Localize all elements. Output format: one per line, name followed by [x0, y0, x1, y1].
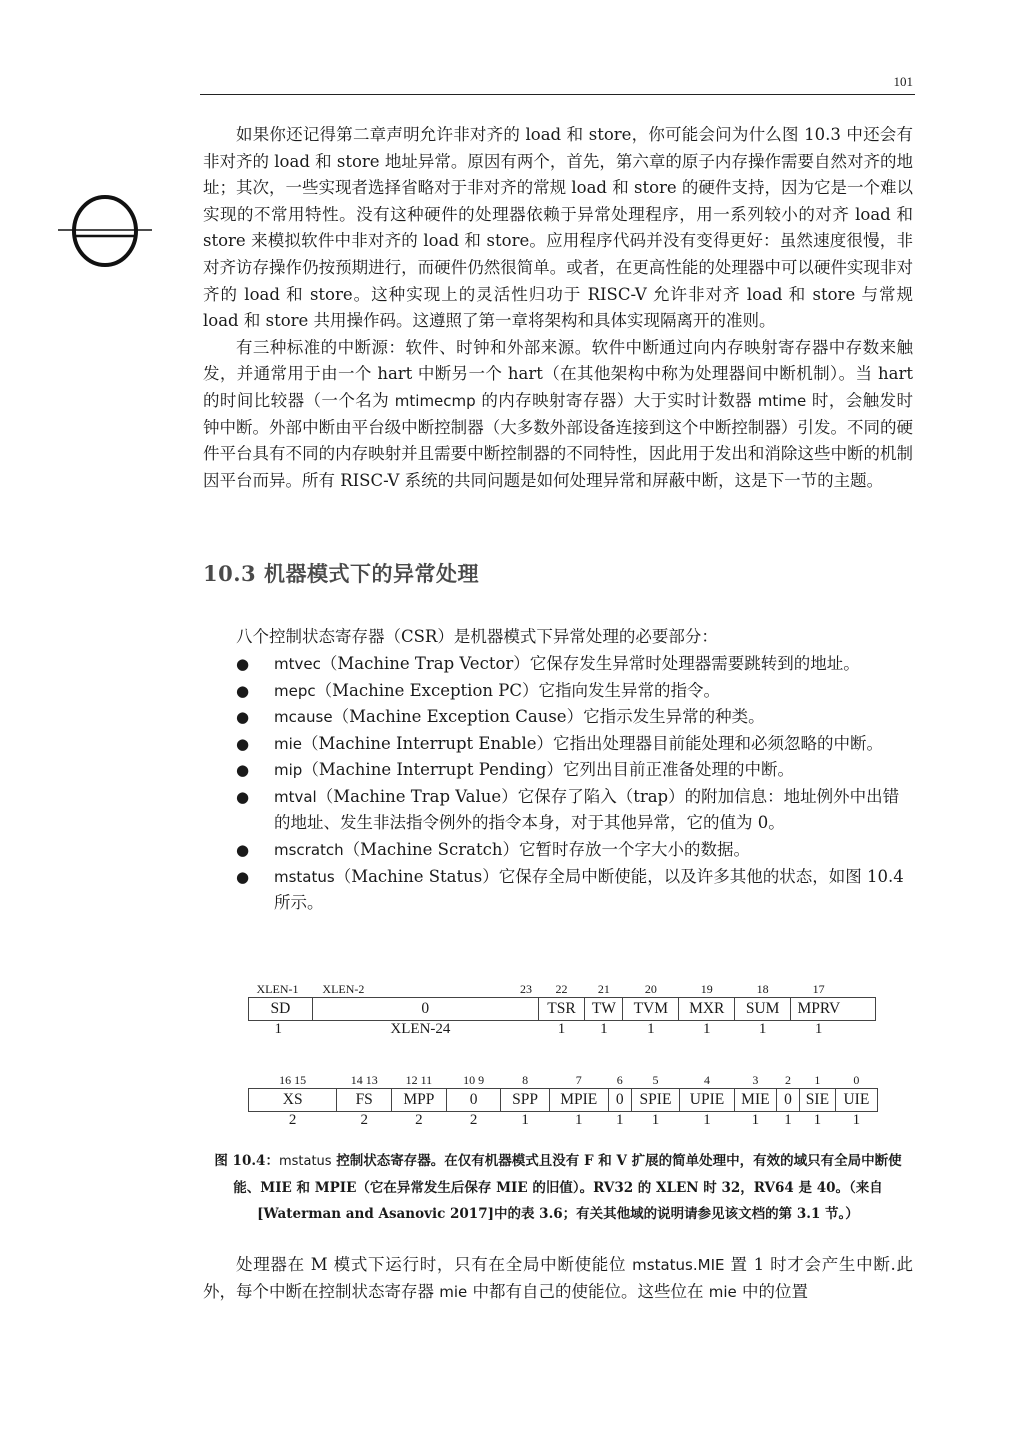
section-heading: 10.3 机器模式下的异常处理	[203, 561, 479, 587]
width-label: 1	[615, 1112, 624, 1128]
field-reserved: 0	[776, 1089, 799, 1112]
field-sum: SUM	[735, 998, 791, 1021]
width-label: 2	[360, 1112, 368, 1128]
width-label: 1	[814, 1021, 823, 1037]
bit-label: 10 9	[463, 1073, 485, 1087]
bit-label: 8	[522, 1073, 529, 1087]
bit-label: 16 15	[279, 1073, 307, 1087]
field-reserved: 0	[446, 1089, 501, 1112]
field-mie: MIE	[734, 1089, 776, 1112]
field-reserved: 0	[312, 998, 538, 1021]
bit-label: 14 13	[350, 1073, 378, 1087]
paragraph-unaligned: 如果你还记得第二章声明允许非对齐的 load 和 store，你可能会问为什么图 10.3 中还会有非对齐的 load 和 store 地址异常。原因有两个，首先，第六章的原子内存操作需要自然对齐的地址；其次，一些实现者选择省略对于非对齐的常规 load 和 store 的硬件支持，因为它是一个难以实现的不常用特性。没有这种硬件的处理器依赖于异常处理程序，用一系列较小的对齐 load 和 store 来模拟软件中非对齐的 load 和 store。应用程序代码并没有变得更好：虽然速度很慢，非对齐访存操作仍按预期进行，而硬件仍然很简单。或者，在更高性能的处理器中可以硬件实现非对齐的 load 和 store。这种实现上的灵活性归功于 RISC-V 允许非对齐 load 和 store 与常规 load 和 store 共用操作码。这遵照了第一章将架构和具体实现隔离开的准则。	[203, 125, 913, 331]
field-reserved: 0	[608, 1089, 631, 1112]
bit-label: 2	[784, 1073, 791, 1087]
width-label: 2	[288, 1112, 297, 1128]
width-label: 1	[600, 1021, 608, 1037]
list-item: ● mscratch（Machine Scratch）它暂时存放一个字大小的数据。	[203, 837, 913, 864]
csr-list	[203, 651, 913, 917]
list-item: ● mtvec（Machine Trap Vector）它保存发生异常时处理器需要跳转到的地址。	[203, 651, 913, 678]
width-label: 2	[415, 1112, 423, 1128]
field-tw: TW	[585, 998, 623, 1021]
width-label: 2	[469, 1112, 478, 1128]
width-label: 1	[521, 1112, 529, 1128]
width-label: 1	[557, 1021, 566, 1037]
width-label: 1	[702, 1021, 711, 1037]
field-spp: SPP	[501, 1089, 549, 1112]
paragraph-interrupt-sources: 有三种标准的中断源：软件、时钟和外部来源。软件中断通过向内存映射寄存器中存数来触发，并通常用于由一个 hart 中断另一个 hart（在其他架构中称为处理器间中断机制）。当 hart 的时间比较器（一个名为 mtimecmp 的内存映射寄存器）大于实时计数器 mtime 时，会触发时钟中断。外部中断由平台级中断控制器（大多数外部设备连接到这个中断控制器）引发。不同的硬件平台具有不同的内存映射并且需要中断控制器的不同特性，因此用于发出和消除这些中断的机制因平台而异。所有 RISC-V 系统的共同问题是如何处理异常和屏蔽中断，这是下一节的主题。	[203, 337, 913, 490]
main-content	[203, 122, 913, 917]
field-tsr: TSR	[538, 998, 585, 1021]
list-item: ● mip（Machine Interrupt Pending）它列出目前正准备处理的中断。	[203, 757, 913, 784]
bit-label: XLEN-2 23	[322, 982, 533, 996]
page-number: 101	[893, 74, 913, 89]
width-label: 1	[784, 1112, 792, 1128]
bit-label: 22	[555, 982, 568, 996]
width-label: 1	[813, 1112, 822, 1128]
mstatus-lower-table	[248, 1068, 878, 1132]
bit-label: XLEN-1	[256, 982, 299, 996]
list-item: ● mie（Machine Interrupt Enable）它指出处理器目前能处理和必须忽略的中断。	[203, 731, 913, 758]
field-fs: FS	[337, 1089, 392, 1112]
header-rule	[200, 94, 915, 95]
field-tvm: TVM	[623, 998, 679, 1021]
list-item: ● mstatus（Machine Status）它保存全局中断使能，以及许多其他的状态，如图 10.4 所示。	[203, 864, 913, 917]
width-label: 1	[751, 1112, 760, 1128]
width-label: 1	[758, 1021, 767, 1037]
width-label: 1	[852, 1112, 861, 1128]
list-item: ● mepc（Machine Exception PC）它指向发生异常的指令。	[203, 678, 913, 705]
field-upie: UPIE	[680, 1089, 735, 1112]
field-mxr: MXR	[679, 998, 735, 1021]
width-label: 1	[274, 1021, 282, 1037]
csr-intro: 八个控制状态寄存器（CSR）是机器模式下异常处理的必要部分：	[236, 627, 718, 647]
bit-label: 3	[752, 1073, 759, 1087]
bit-label: 0	[853, 1073, 860, 1087]
bit-label: 20	[644, 982, 657, 996]
width-label: 1	[574, 1112, 583, 1128]
bit-label: 5	[652, 1073, 659, 1087]
list-item: ● mtval（Machine Trap Value）它保存了陷入（trap）的附加信息：地址例外中出错的地址、发生非法指令例外的指令本身，对于其他异常，它的值为 0。	[203, 784, 913, 837]
field-xs: XS	[249, 1089, 337, 1112]
bit-label: 18	[756, 982, 769, 996]
bit-label: 19	[700, 982, 713, 996]
bit-label: 1	[814, 1073, 821, 1087]
bit-label: 17	[812, 982, 825, 996]
mstatus-upper-table	[248, 977, 876, 1041]
list-item: ● mcause（Machine Exception Cause）它指示发生异常的种类。	[203, 704, 913, 731]
closing-content	[203, 1252, 913, 1305]
width-label: 1	[651, 1112, 660, 1128]
field-mprv: MPRV	[791, 998, 847, 1021]
field-sd: SD	[249, 998, 313, 1021]
field-mpp: MPP	[392, 1089, 447, 1112]
width-label: XLEN-24	[390, 1021, 451, 1037]
width-label: 1	[647, 1021, 655, 1037]
bit-label: 4	[704, 1073, 711, 1087]
paragraph-mstatus-mie: 处理器在 M 模式下运行时，只有在全局中断使能位 mstatus.MIE 置 1 时才会产生中断.此外，每个中断在控制状态寄存器 mie 中都有自己的使能位。这些位在 mie 中的位置	[203, 1255, 913, 1301]
field-sie: SIE	[800, 1089, 836, 1112]
bit-label: 12 11	[405, 1073, 433, 1087]
bit-label: 6	[616, 1073, 623, 1087]
width-label: 1	[703, 1112, 711, 1128]
chapter-logo-icon	[58, 192, 152, 270]
field-uie: UIE	[835, 1089, 877, 1112]
figure-caption: 图 10.4：mstatus 控制状态寄存器。在仅有机器模式且没有 F 和 V 扩展的简单处理中，有效的域只有全局中断使能、MIE 和 MPIE（它在异常发生后保存 MIE 的旧值）。RV32 的 XLEN 时 32，RV64 是 40。（来自[Waterman and Asanovic 2017]中的表 3.6；有关其他域的说明请参见该文档的第 3.1 节。）	[214, 1153, 902, 1222]
bit-label: 21	[597, 982, 610, 996]
bit-label: 7	[575, 1073, 582, 1087]
field-mpie: MPIE	[549, 1089, 608, 1112]
field-spie: SPIE	[631, 1089, 679, 1112]
